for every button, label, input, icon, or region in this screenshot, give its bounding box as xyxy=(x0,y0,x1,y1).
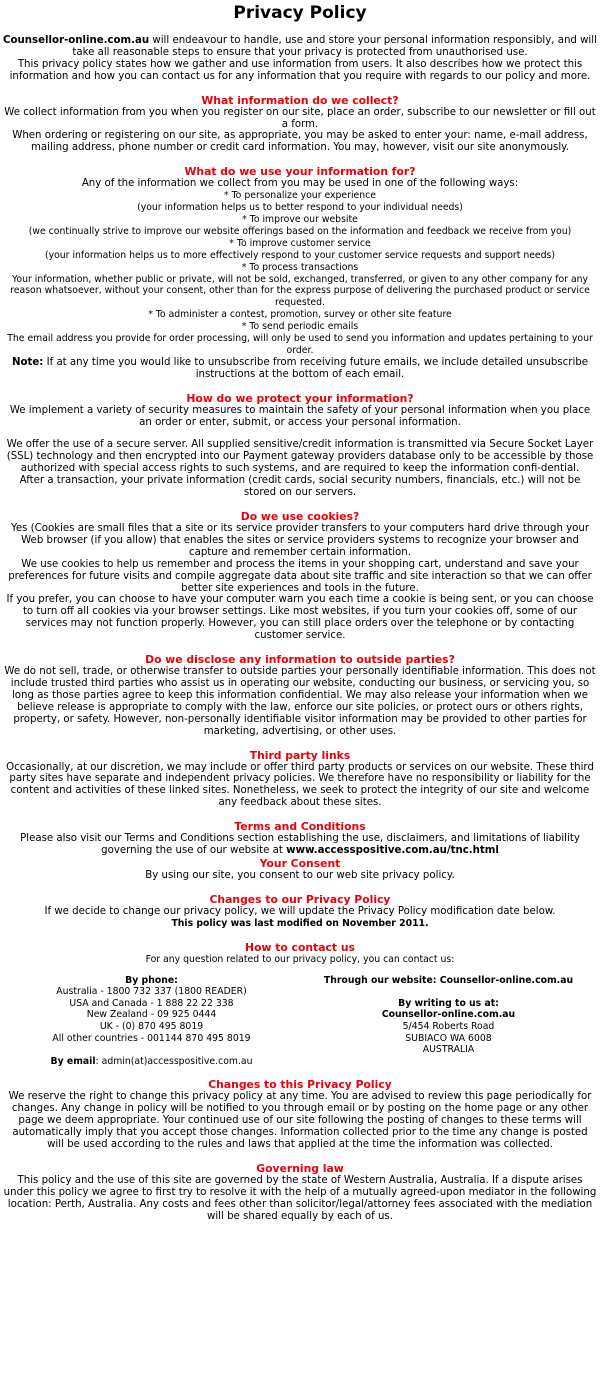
heading-changes-2: Changes to this Privacy Policy xyxy=(208,1078,392,1092)
use-detail-4: Your information, whether public or private, will not be sold, exchanged, transferred, or given to any other company for any reason whatsoever, without your consent, other than for the express purpose of delivering the purchased product or service requested. xyxy=(10,273,590,309)
protect-paragraph-1: We implement a variety of security measures to maintain the safety of your personal information when you place an order or enter, submit, or access your personal information. xyxy=(9,404,591,428)
protect-paragraph-2: We offer the use of a secure server. All supplied sensitive/credit information is transmitted via Secure Socket Layer (SSL) technology and then encrypted into our Payment gateway providers database only to be accessible by those authorized with special access rights to such systems, and are required to keep the information confi-dential. xyxy=(6,439,594,475)
disclose-paragraph: We do not sell, trade, or otherwise transfer to outside parties your personally identifiable information. This does not include trusted third parties who assist us in operating our website, conducting our business, or servicing you, so long as those parties agree to keep this information confidential. We may also release your information when we believe release is appropriate to comply with the law, enforce our site policies, or protect ours or others rights, property, or safety. However, non-personally identifiable visitor information may be provided to other parties for marketing, advertising, or other uses. xyxy=(4,666,596,737)
address-line: Counsellor-online.com.au xyxy=(381,1009,516,1021)
spacer xyxy=(3,1044,300,1056)
website-title: Through our website: Counsellor-online.com.au xyxy=(323,974,574,986)
cookies-paragraph-3: If you prefer, you can choose to have your computer warn you each time a cookie is being sent, or you can choose to turn off all cookies via your browser settings. Like most websites, if you turn your cookies off, some of our services may not function properly. However, you can still place orders over the telephone or by contacting customer service. xyxy=(6,594,594,642)
use-item-1: * To personalize your experience xyxy=(223,190,377,202)
heading-changes: Changes to our Privacy Policy xyxy=(209,892,391,906)
consent-paragraph: By using our site, you consent to our web site privacy policy. xyxy=(145,869,455,881)
heading-disclose: Do we disclose any information to outside parties? xyxy=(145,653,455,667)
spacer xyxy=(300,986,597,998)
use-item-2: * To improve our website xyxy=(242,213,358,225)
terms-paragraph: Please also visit our Terms and Conditions section establishing the use, disclaimers, and limitations of liability governing the use of our website at www.accesspositive.com.au/tnc.html xyxy=(20,833,580,857)
contact-lead: For any question related to our privacy policy, you can contact us: xyxy=(145,953,455,965)
last-modified: This policy was last modified on November 2011. xyxy=(171,917,429,929)
use-detail-6: The email address you provide for order processing, will only be used to send you information and updates pertaining to your order. xyxy=(7,333,593,356)
contact-address-column xyxy=(300,975,597,1068)
phone-line: Australia - 1800 732 337 (1800 READER) xyxy=(56,986,247,998)
use-item-4: * To process transactions xyxy=(241,261,359,273)
page-title: Privacy Policy xyxy=(233,3,367,23)
use-item-6: * To send periodic emails xyxy=(241,321,359,333)
contact-columns xyxy=(3,975,597,1068)
governing-law-paragraph: This policy and the use of this site are governed by the state of Western Australia, Australia. If a dispute arises under this policy we agree to first try to resolve it with the help of a mutually agreed-upon mediator in the following location: Perth, Australia. Any costs and fees other than solicitor/legal/attorney fees associated with the mediation will be shared equally by each of us. xyxy=(3,1174,597,1222)
heading-terms: Terms and Conditions xyxy=(234,820,366,834)
cookies-paragraph-1: Yes (Cookies are small files that a site or its service provider transfers to your computers hard drive through your Web browser (if you allow) that enables the sites or service providers systems to recognize your browser and capture and remember certain information. xyxy=(10,523,590,558)
third-party-paragraph: Occasionally, at our discretion, we may include or offer third party products or services on our website. These third party sites have separate and independent privacy policies. We therefore have no responsibility or liability for the content and activities of these linked sites. Nonetheless, we seek to protect the integrity of our site and welcome any feedback about these sites. xyxy=(6,761,594,809)
phone-line: New Zealand - 09 925 0444 xyxy=(86,1009,217,1021)
heading-governing-law: Governing law xyxy=(256,1161,344,1175)
collect-paragraph-2: When ordering or registering on our site, as appropriate, you may be asked to enter your: name, e-mail address, mailing address, phone number or credit card information. You may, however, visit our site anonymously. xyxy=(12,130,588,154)
use-detail-2: (we continually strive to improve our website offerings based on the information and feedback we receive from you) xyxy=(28,225,572,237)
phone-line: USA and Canada - 1 888 22 22 338 xyxy=(69,997,234,1009)
spacer xyxy=(3,428,597,439)
terms-link[interactable]: www.accesspositive.com.au/tnc.html xyxy=(286,845,499,857)
phone-line: All other countries - 001144 870 495 8019 xyxy=(52,1032,251,1044)
heading-contact: How to contact us xyxy=(245,940,355,954)
phone-title: By phone: xyxy=(125,974,178,986)
use-detail-1: (your information helps us to better respond to your individual needs) xyxy=(137,202,463,214)
intro-paragraph: Counsellor-online.com.au will endeavour to handle, use and store your personal information responsibly, and will take all reasonable steps to ensure that your privacy is protected from unauthorised use. xyxy=(3,35,597,58)
address-line: SUBIACO WA 6008 xyxy=(405,1032,492,1044)
intro-paragraph-2: This privacy policy states how we gather and use information from users. It also describes how we protect this information and how you can contact us for any information that you require with regards to our policy and more. xyxy=(9,58,591,82)
use-item-3: * To improve customer service xyxy=(229,237,371,249)
heading-use: What do we use your information for? xyxy=(184,165,416,179)
use-lead: Any of the information we collect from you may be used in one of the following ways: xyxy=(81,178,519,190)
changes-paragraph: If we decide to change our privacy policy, we will update the Privacy Policy modification date below. xyxy=(44,905,556,917)
contact-phone-column xyxy=(3,975,300,1068)
site-name: Counsellor-online.com.au xyxy=(3,35,150,46)
heading-consent: Your Consent xyxy=(259,856,341,870)
note-label: Note: xyxy=(11,356,44,368)
email-line: By email: admin(at)accesspositive.com.au xyxy=(50,1055,253,1067)
email-address[interactable]: : admin(at)accesspositive.com.au xyxy=(95,1055,253,1067)
heading-collect: What information do we collect? xyxy=(201,93,399,107)
use-detail-3: (your information helps us to more effectively respond to your customer service requests and support needs) xyxy=(44,249,556,261)
cookies-paragraph-2: We use cookies to help us remember and process the items in your shopping cart, understand and save your preferences for future visits and compile aggregate data about site traffic and site interaction so that we can offer better site experiences and tools in the future. xyxy=(8,558,592,594)
changes-2-paragraph: We reserve the right to change this privacy policy at any time. You are advised to review this page periodically for changes. Any change in policy will be notified to you through email or by posting on the home page or any other page we deem appropriate. Your continued use of our site following the posting of changes to these terms will automatically imply that you accept those changes. Information collected prior to the time any change is posted will be used according to the rules and laws that applied at the time the information was collected. xyxy=(8,1091,592,1150)
use-note: Note: If at any time you would like to unsubscribe from receiving future emails, we include detailed unsubscribe instructions at the bottom of each email. xyxy=(11,356,589,380)
heading-third-party: Third party links xyxy=(249,748,351,762)
use-item-5: * To administer a contest, promotion, survey or other site feature xyxy=(148,309,452,321)
heading-cookies: Do we use cookies? xyxy=(240,510,360,523)
address-line: AUSTRALIA xyxy=(422,1044,475,1056)
phone-line: UK - (0) 870 495 8019 xyxy=(99,1020,204,1032)
collect-paragraph-1: We collect information from you when you register on our site, place an order, subscribe to our newsletter or fill out a form. xyxy=(4,106,596,130)
address-line: 5/454 Roberts Road xyxy=(402,1020,495,1032)
protect-paragraph-3: After a transaction, your private information (credit cards, social security numbers, financials, etc.) will not be stored on our servers. xyxy=(19,475,581,499)
writing-title: By writing to us at: xyxy=(398,997,499,1009)
heading-protect: How do we protect your information? xyxy=(186,391,414,405)
